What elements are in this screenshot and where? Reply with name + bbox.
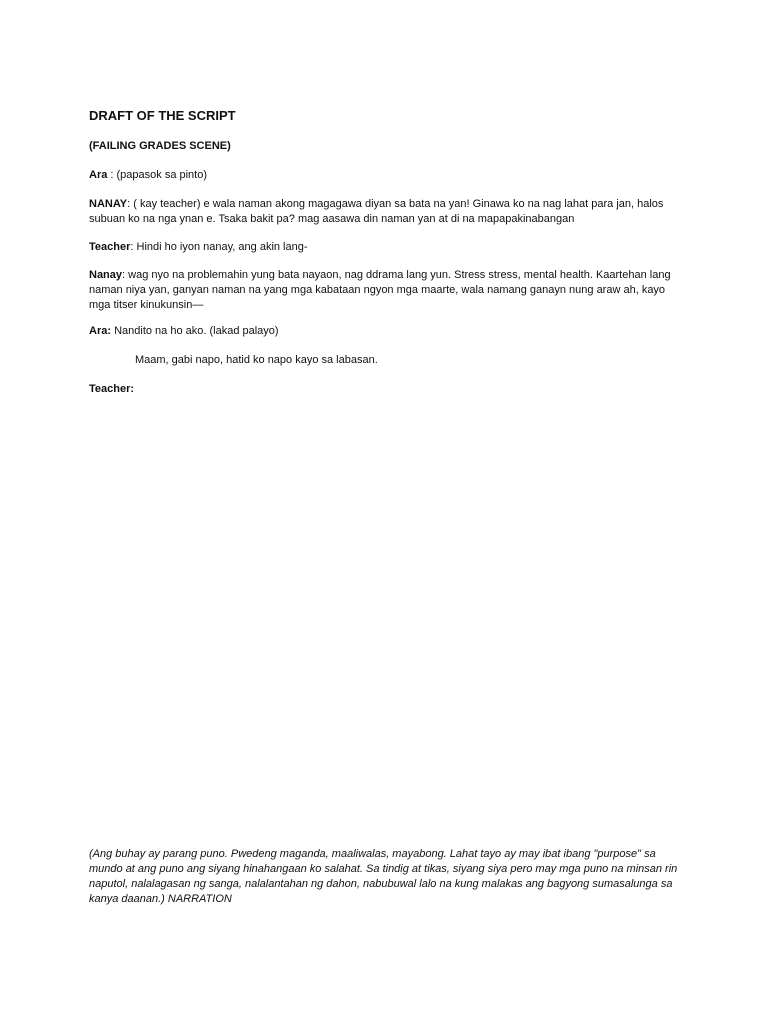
scene-heading: (FAILING GRADES SCENE) bbox=[89, 140, 231, 152]
speaker-separator: : bbox=[130, 241, 137, 253]
indented-dialogue: Maam, gabi napo, hatid ko napo kayo sa labasan. bbox=[135, 354, 378, 366]
final-speaker-line bbox=[89, 382, 689, 397]
dialogue-line-ara-2 bbox=[89, 324, 689, 339]
speaker-name: Nanay bbox=[89, 269, 123, 281]
dialogue-line-ara bbox=[89, 168, 689, 183]
speaker-separator: : bbox=[127, 198, 134, 210]
speaker-name: Teacher bbox=[89, 241, 131, 253]
speaker-separator: : bbox=[107, 169, 117, 181]
speaker-name: NANAY bbox=[89, 198, 128, 210]
speaker-separator: : bbox=[122, 269, 129, 281]
dialogue-line-nanay bbox=[89, 197, 689, 227]
dialogue-text: ( kay teacher) e wala naman akong magagawa diyan sa bata na yan! Ginawa ko na nag lahat para jan, halos subuan ko na nga ynan e. Tsaka bakit pa? mag aasawa din naman yan at di na mapapakinabangan bbox=[89, 198, 664, 225]
dialogue-text: wag nyo na problemahin yung bata nayaon, nag ddrama lang yun. Stress stress, mental health. Kaartehan lang naman niya yan, ganyan naman na yang mga kabataan ngyon mga maarte, wala namang ganayn nung araw ah, kayo mga titser kinukunsin— bbox=[89, 269, 671, 311]
speaker-name: Ara: bbox=[89, 325, 112, 337]
dialogue-text: (papasok sa pinto) bbox=[116, 169, 208, 181]
speaker-name: Ara bbox=[89, 169, 108, 181]
dialogue-line-nanay-2 bbox=[89, 268, 689, 313]
dialogue-text: Hindi ho iyon nanay, ang akin lang- bbox=[136, 241, 308, 253]
document-title: DRAFT OF THE SCRIPT bbox=[89, 108, 236, 123]
dialogue-text: Nandito na ho ako. (lakad palayo) bbox=[114, 325, 279, 337]
narration-paragraph: (Ang buhay ay parang puno. Pwedeng maganda, maaliwalas, mayabong. Lahat tayo ay may ibat ibang "purpose" sa mundo at ang puno ang siyang hinahangaan ko salahat. Sa tindig at tikas, siyang siya pero may mga puno na minsan rin naputol, nalalagasan ng sanga, nalalantahan ng dahon, nabubuwal lalo na kung malakas ang bagyong sumasalunga sa kanya daanan.) NARRATION bbox=[89, 848, 678, 905]
dialogue-line-teacher bbox=[89, 240, 689, 255]
speaker-name: Teacher: bbox=[89, 383, 135, 395]
